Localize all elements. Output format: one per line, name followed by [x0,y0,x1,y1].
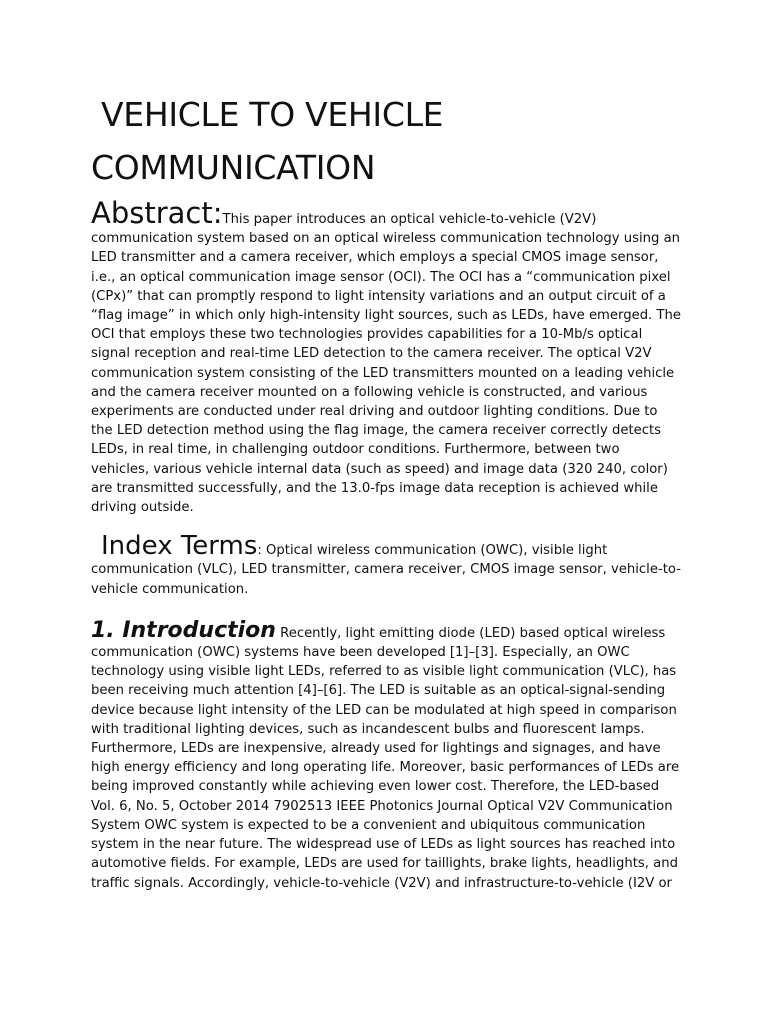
introduction-paragraph [91,617,681,893]
abstract-heading: Abstract: [91,196,223,230]
abstract-text: This paper introduces an optical vehicle-to-vehicle (V2V) communication system based on an optical wireless communication technology using an LED transmitter and a camera receiver, which employs a special CMOS image sensor, i.e., an optical communication image sensor (OCI). The OCI has a “communication pixel (CPx)” that can promptly respond to light intensity variations and an output circuit of a “flag image” in which only high-intensity light sources, such as LEDs, have emerged. The OCI that employs these two technologies provides capabilities for a 10-Mb/s optical signal reception and real-time LED detection to the camera receiver. The optical V2V communication system consisting of the LED transmitters mounted on a leading vehicle and the camera receiver mounted on a following vehicle is constructed, and various experiments are conducted under real driving and outdoor lighting conditions. Due to the LED detection method using the flag image, the camera receiver correctly detects LEDs, in real time, in challenging outdoor conditions. Furthermore, between two vehicles, various vehicle internal data (such as speed) and image data (320 240, color) are transmitted successfully, and the 13.0-fps image data reception is achieved while driving outside. [91,212,681,516]
index-terms-paragraph [91,531,681,599]
introduction-heading: 1. Introduction [91,617,276,643]
index-terms-text: : Optical wireless communication (OWC), visible light communication (VLC), LED transmitter, camera receiver, CMOS image sensor, vehicle-to-vehicle communication. [91,543,681,597]
introduction-text: Recently, light emitting diode (LED) based optical wireless communication (OWC) systems have been developed [1]–[3]. Especially, an OWC technology using visible light LEDs, referred to as visible light communication (VLC), has been receiving much attention [4]–[6]. The LED is suitable as an optical-signal-sending device because light intensity of the LED can be modulated at high speed in comparison with traditional lighting devices, such as incandescent bulbs and fluorescent lamps. Furthermore, LEDs are inexpensive, already used for lightings and signages, and have high energy efficiency and long operating life. Moreover, basic performances of LEDs are being improved constantly while achieving even lower cost. Therefore, the LED-based Vol. 6, No. 5, October 2014 7902513 IEEE Photonics Journal Optical V2V Communication System OWC system is expected to be a convenient and ubiquitous communication system in the near future. The widespread use of LEDs as light sources has reached into automotive fields. For example, LEDs are used for taillights, brake lights, headlights, and traffic signals. Accordingly, vehicle-to-vehicle (V2V) and infrastructure-to-vehicle (I2V or [91,625,680,891]
abstract-paragraph [91,196,681,517]
document-page [91,88,681,893]
document-title [91,88,681,194]
title-line-1: VEHICLE TO VEHICLE [101,95,444,134]
index-terms-heading: Index Terms [101,531,258,562]
title-line-2: COMMUNICATION [91,148,376,187]
